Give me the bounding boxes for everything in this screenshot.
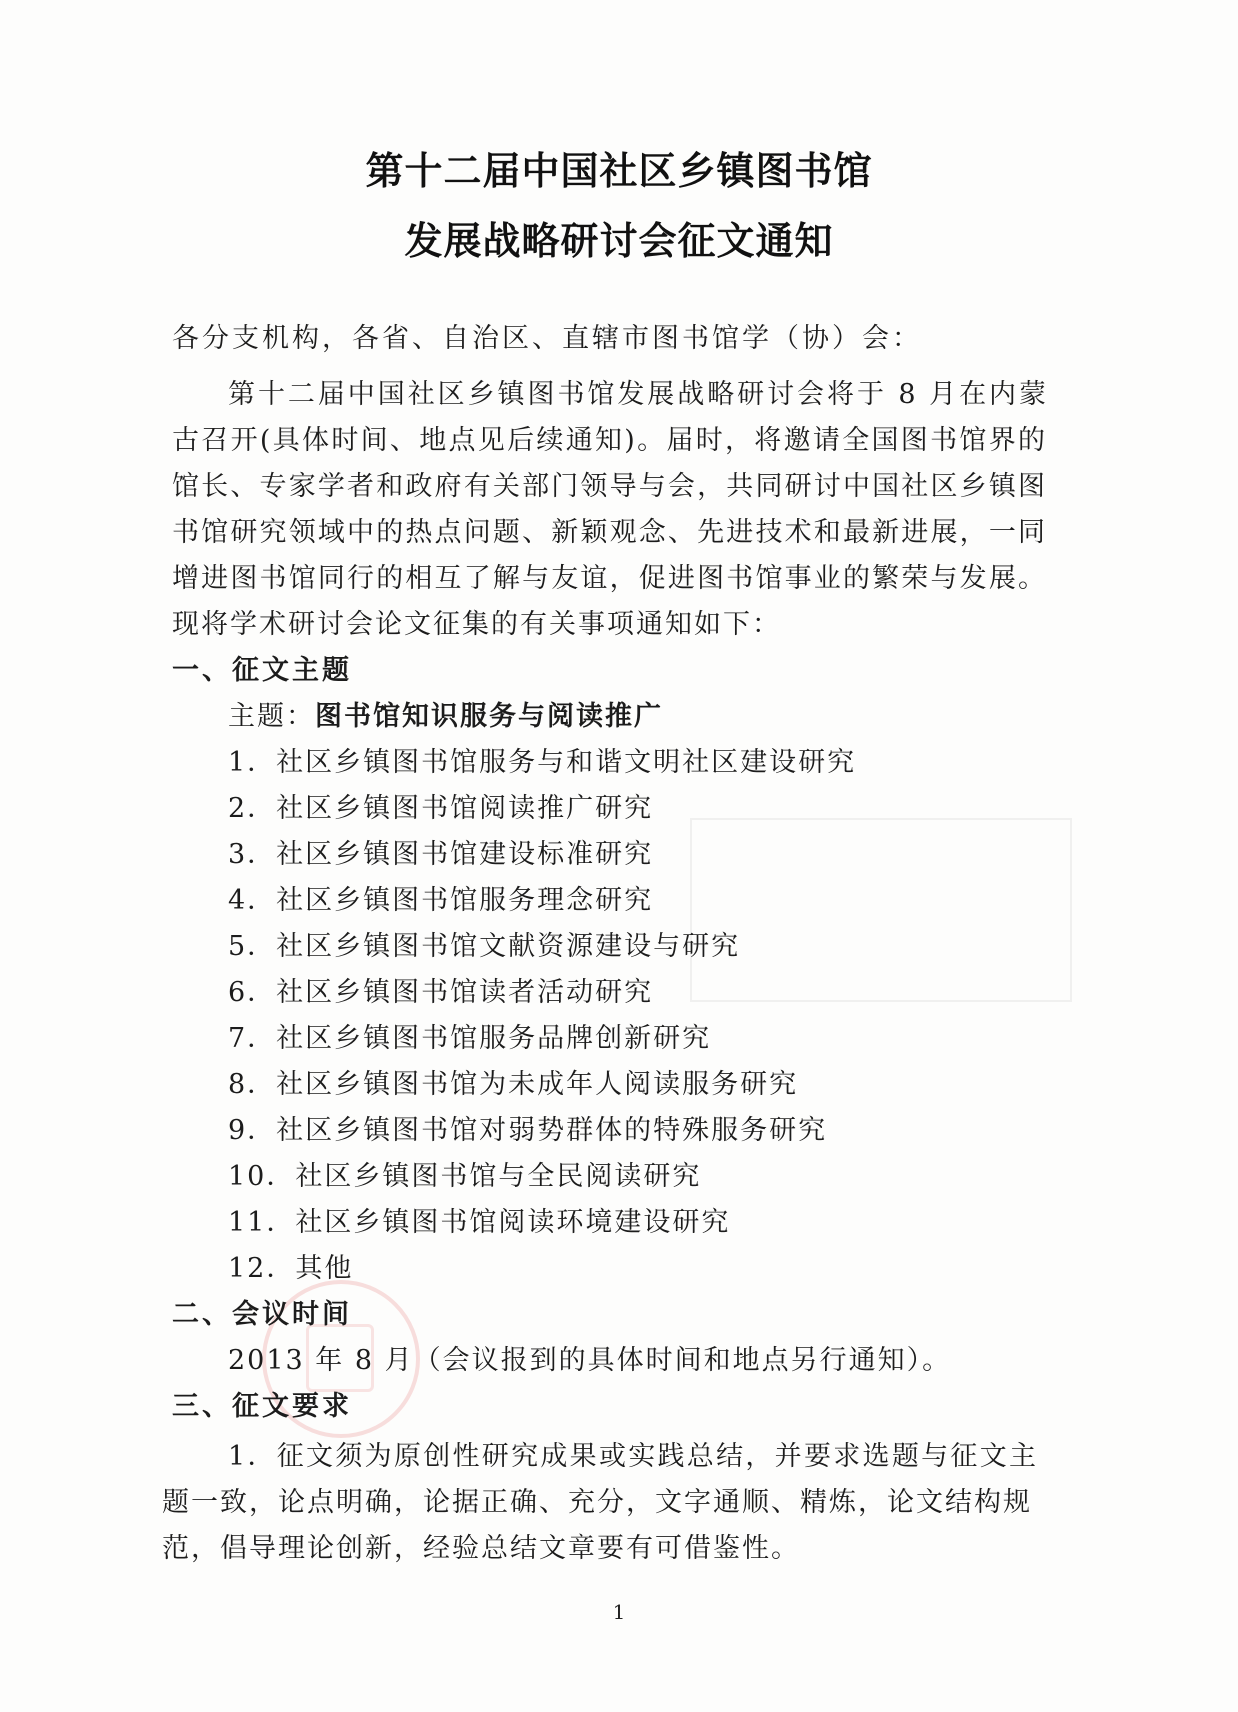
topic-item-6: 6．社区乡镇图书馆读者活动研究 xyxy=(228,977,654,1008)
requirement-line-2: 题一致，论点明确，论据正确、充分，文字通顺、精炼，论文结构规 xyxy=(162,1487,1032,1518)
topic-label: 主题： xyxy=(228,701,315,732)
section3-heading: 三、征文要求 xyxy=(172,1391,352,1422)
requirement-line-3: 范，倡导理论创新，经验总结文章要有可借鉴性。 xyxy=(162,1533,800,1564)
topic-item-5: 5．社区乡镇图书馆文献资源建设与研究 xyxy=(228,931,741,962)
section1-heading: 一、征文主题 xyxy=(172,655,352,686)
topic-item-12: 12．其他 xyxy=(228,1253,354,1284)
topic-item-9: 9．社区乡镇图书馆对弱势群体的特殊服务研究 xyxy=(228,1115,828,1146)
section2-heading: 二、会议时间 xyxy=(172,1299,352,1330)
topic-item-8: 8．社区乡镇图书馆为未成年人阅读服务研究 xyxy=(228,1069,799,1100)
intro-line-5: 增进图书馆同行的相互了解与友谊，促进图书馆事业的繁荣与发展。 xyxy=(172,563,1047,594)
intro-line-3: 馆长、专家学者和政府有关部门领导与会，共同研讨中国社区乡镇图 xyxy=(172,471,1047,502)
title-line-1: 第十二届中国社区乡镇图书馆 xyxy=(365,148,873,193)
topic-item-10: 10．社区乡镇图书馆与全民阅读研究 xyxy=(228,1161,702,1192)
bleed-through-table xyxy=(690,818,1072,1002)
topic-item-3: 3．社区乡镇图书馆建设标准研究 xyxy=(228,839,654,870)
topic-line xyxy=(228,700,663,734)
meeting-time: 2013 年 8 月（会议报到的具体时间和地点另行通知）。 xyxy=(228,1345,952,1376)
page-number: 1 xyxy=(612,1600,626,1624)
salutation: 各分支机构，各省、自治区、直辖市图书馆学（协）会： xyxy=(172,323,922,354)
topic-item-7: 7．社区乡镇图书馆服务品牌创新研究 xyxy=(228,1023,712,1054)
topic-item-1: 1．社区乡镇图书馆服务与和谐文明社区建设研究 xyxy=(228,747,857,778)
title-line-2: 发展战略研讨会征文通知 xyxy=(404,218,834,263)
topic-item-2: 2．社区乡镇图书馆阅读推广研究 xyxy=(228,793,654,824)
topic-item-4: 4．社区乡镇图书馆服务理念研究 xyxy=(228,885,654,916)
intro-line-1: 第十二届中国社区乡镇图书馆发展战略研讨会将于 8 月在内蒙 xyxy=(228,379,1048,410)
intro-line-4: 书馆研究领域中的热点问题、新颖观念、先进技术和最新进展，一同 xyxy=(172,517,1047,548)
intro-line-6: 现将学术研讨会论文征集的有关事项通知如下： xyxy=(172,609,781,640)
intro-line-2: 古召开(具体时间、地点见后续通知)。届时，将邀请全国图书馆界的 xyxy=(172,425,1047,456)
topic-item-11: 11．社区乡镇图书馆阅读环境建设研究 xyxy=(228,1207,731,1238)
topic-value: 图书馆知识服务与阅读推广 xyxy=(315,701,663,732)
requirement-line-1: 1．征文须为原创性研究成果或实践总结，并要求选题与征文主 xyxy=(228,1441,1038,1472)
